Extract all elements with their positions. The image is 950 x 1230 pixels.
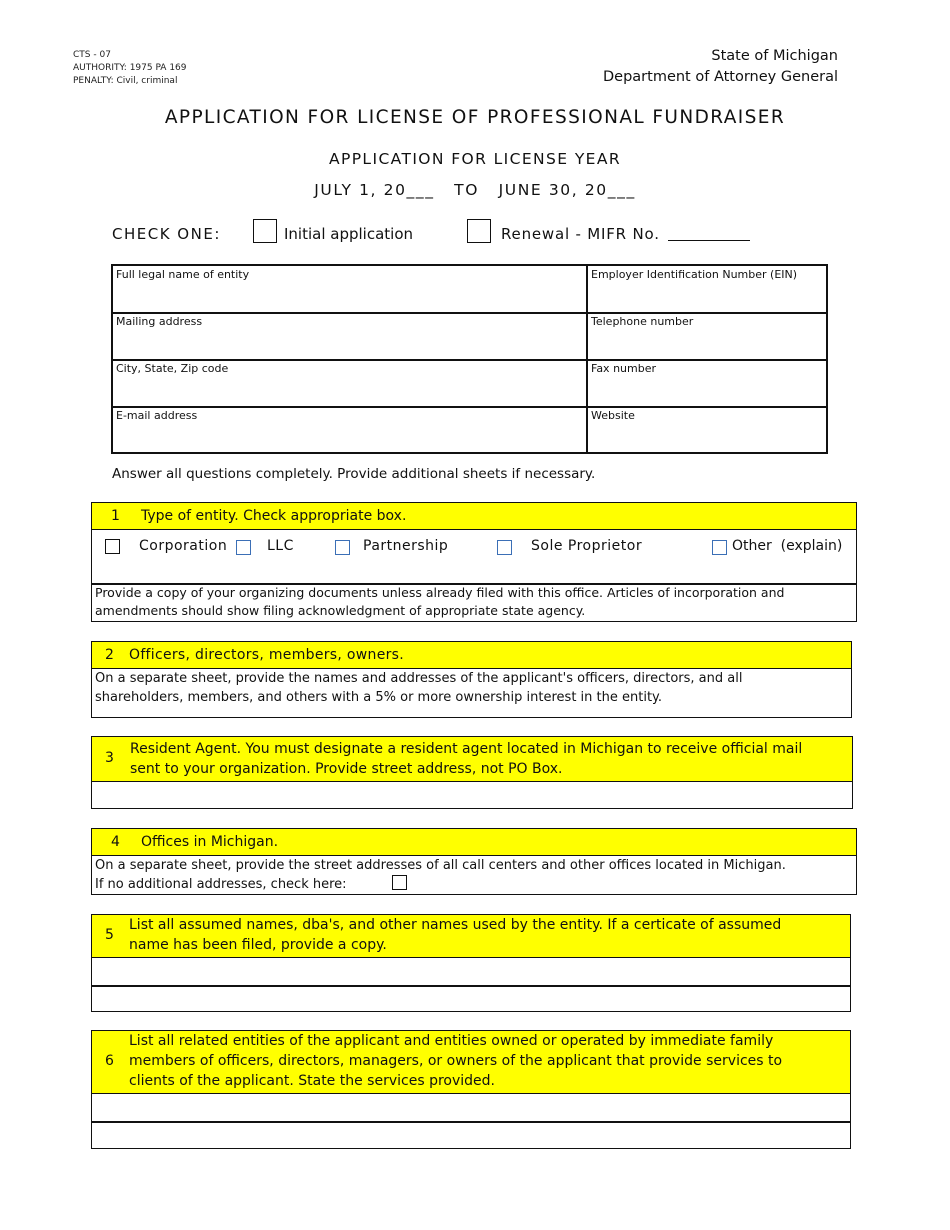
corporation-label: Corporation (139, 538, 228, 554)
partnership-label: Partnership (363, 538, 449, 554)
section-4-body-line1: On a separate sheet, provide the street addresses of all call centers and other offices located in Michigan. (95, 858, 786, 873)
license-year-dates: JULY 1, 20___ TO JUNE 30, 20___ (314, 181, 636, 199)
section-1-note (95, 584, 853, 620)
section-2-header (92, 642, 851, 669)
mifr-number-field[interactable] (668, 240, 750, 241)
renewal-label: Renewal - MIFR No. (501, 225, 660, 243)
website-label: Website (591, 409, 635, 422)
section-5-title-line2: name has been filed, provide a copy. (129, 937, 387, 953)
instructions-text: Answer all questions completely. Provide additional sheets if necessary. (112, 466, 596, 482)
section-2-body-line1: On a separate sheet, provide the names and addresses of the applicant's officers, directors, and all (95, 671, 743, 686)
section-4-body (95, 856, 853, 894)
section-5-title (129, 915, 781, 955)
check-one-label: CHECK ONE: (112, 225, 221, 243)
ein-label: Employer Identification Number (EIN) (591, 268, 798, 281)
section-6-title-line2: members of officers, directors, managers, or owners of the applicant that provide services to (129, 1053, 783, 1069)
section-2-body-line2: shareholders, members, and others with a 5% or more ownership interest in the entity. (95, 690, 663, 705)
assumed-names-row-1[interactable] (92, 959, 850, 985)
section-3-title (130, 739, 802, 779)
license-year-label: APPLICATION FOR LICENSE YEAR (328, 150, 622, 168)
related-entities-row-2[interactable] (92, 1122, 850, 1148)
llc-label: LLC (267, 538, 294, 554)
section-1-number: 1 (111, 508, 120, 524)
section-3 (91, 736, 853, 809)
section-1 (91, 502, 857, 622)
form-penalty: PENALTY: Civil, criminal (73, 76, 178, 86)
section-6-title-line1: List all related entities of the applicant and entities owned or operated by immediate family (129, 1033, 774, 1049)
section-1-note-line2: amendments should show filing acknowledgment of appropriate state agency. (95, 603, 586, 618)
section-1-note-line1: Provide a copy of your organizing documents unless already filed with this office. Articles of incorporation and (95, 585, 785, 600)
section-6-number: 6 (105, 1053, 114, 1069)
form-meta (73, 49, 187, 88)
section-4-number: 4 (111, 834, 120, 850)
section-6 (91, 1030, 851, 1149)
agency-block (603, 46, 838, 88)
section-3-title-line1: Resident Agent. You must designate a resident agent located in Michigan to receive official mail (130, 741, 803, 757)
related-entities-row-1[interactable] (92, 1095, 850, 1121)
corporation-checkbox[interactable] (105, 539, 120, 554)
fax-label: Fax number (591, 362, 656, 375)
email-label: E-mail address (116, 409, 198, 422)
section-4-body-line2: If no additional addresses, check here: (95, 877, 347, 892)
form-code: CTS - 07 (73, 50, 111, 60)
section-3-header (92, 737, 852, 782)
initial-application-label: Initial application (284, 225, 414, 243)
agency-state: State of Michigan (711, 48, 838, 64)
form-title: APPLICATION FOR LICENSE OF PROFESSIONAL FUNDRAISER (164, 107, 786, 128)
agency-department: Department of Attorney General (603, 69, 838, 85)
section-5-header (92, 915, 850, 958)
ein-field[interactable] (588, 266, 826, 312)
city-state-zip-field[interactable] (113, 360, 586, 406)
initial-application-checkbox[interactable] (253, 219, 277, 243)
section-1-header (92, 503, 856, 530)
section-4-header (92, 829, 856, 856)
section-4-title: Offices in Michigan. (141, 834, 279, 850)
sole-proprietor-checkbox[interactable] (497, 540, 512, 555)
telephone-label: Telephone number (591, 315, 694, 328)
telephone-field[interactable] (588, 313, 826, 359)
section-2-body (95, 669, 848, 707)
section-6-header (92, 1031, 850, 1094)
section-6-title (129, 1031, 782, 1091)
legal-name-label: Full legal name of entity (116, 268, 250, 281)
mailing-address-label: Mailing address (116, 315, 203, 328)
section-3-number: 3 (105, 750, 114, 766)
other-checkbox[interactable] (712, 540, 727, 555)
section-5-title-line1: List all assumed names, dba's, and other names used by the entity. If a certicate of assumed (129, 917, 782, 933)
section-2-title: Officers, directors, members, owners. (129, 647, 405, 663)
no-additional-offices-checkbox[interactable] (392, 875, 407, 890)
partnership-checkbox[interactable] (335, 540, 350, 555)
sole-proprietor-label: Sole Proprietor (531, 538, 643, 554)
assumed-names-row-2[interactable] (92, 986, 850, 1011)
email-field[interactable] (113, 407, 586, 452)
resident-agent-field[interactable] (92, 783, 852, 808)
section-5-number: 5 (105, 927, 114, 943)
renewal-checkbox[interactable] (467, 219, 491, 243)
section-2 (91, 641, 852, 718)
form-authority: AUTHORITY: 1975 PA 169 (73, 63, 187, 73)
fax-field[interactable] (588, 360, 826, 406)
legal-name-field[interactable] (113, 266, 586, 312)
city-state-zip-label: City, State, Zip code (116, 362, 229, 375)
section-3-title-line2: sent to your organization. Provide street address, not PO Box. (130, 761, 563, 777)
section-1-title: Type of entity. Check appropriate box. (141, 508, 407, 524)
section-4 (91, 828, 857, 895)
other-label: Other (explain) (732, 538, 843, 554)
section-5 (91, 914, 851, 1012)
section-6-title-line3: clients of the applicant. State the services provided. (129, 1073, 495, 1089)
section-2-number: 2 (105, 647, 114, 663)
entity-info-table (111, 264, 828, 454)
website-field[interactable] (588, 407, 826, 452)
llc-checkbox[interactable] (236, 540, 251, 555)
mailing-address-field[interactable] (113, 313, 586, 359)
